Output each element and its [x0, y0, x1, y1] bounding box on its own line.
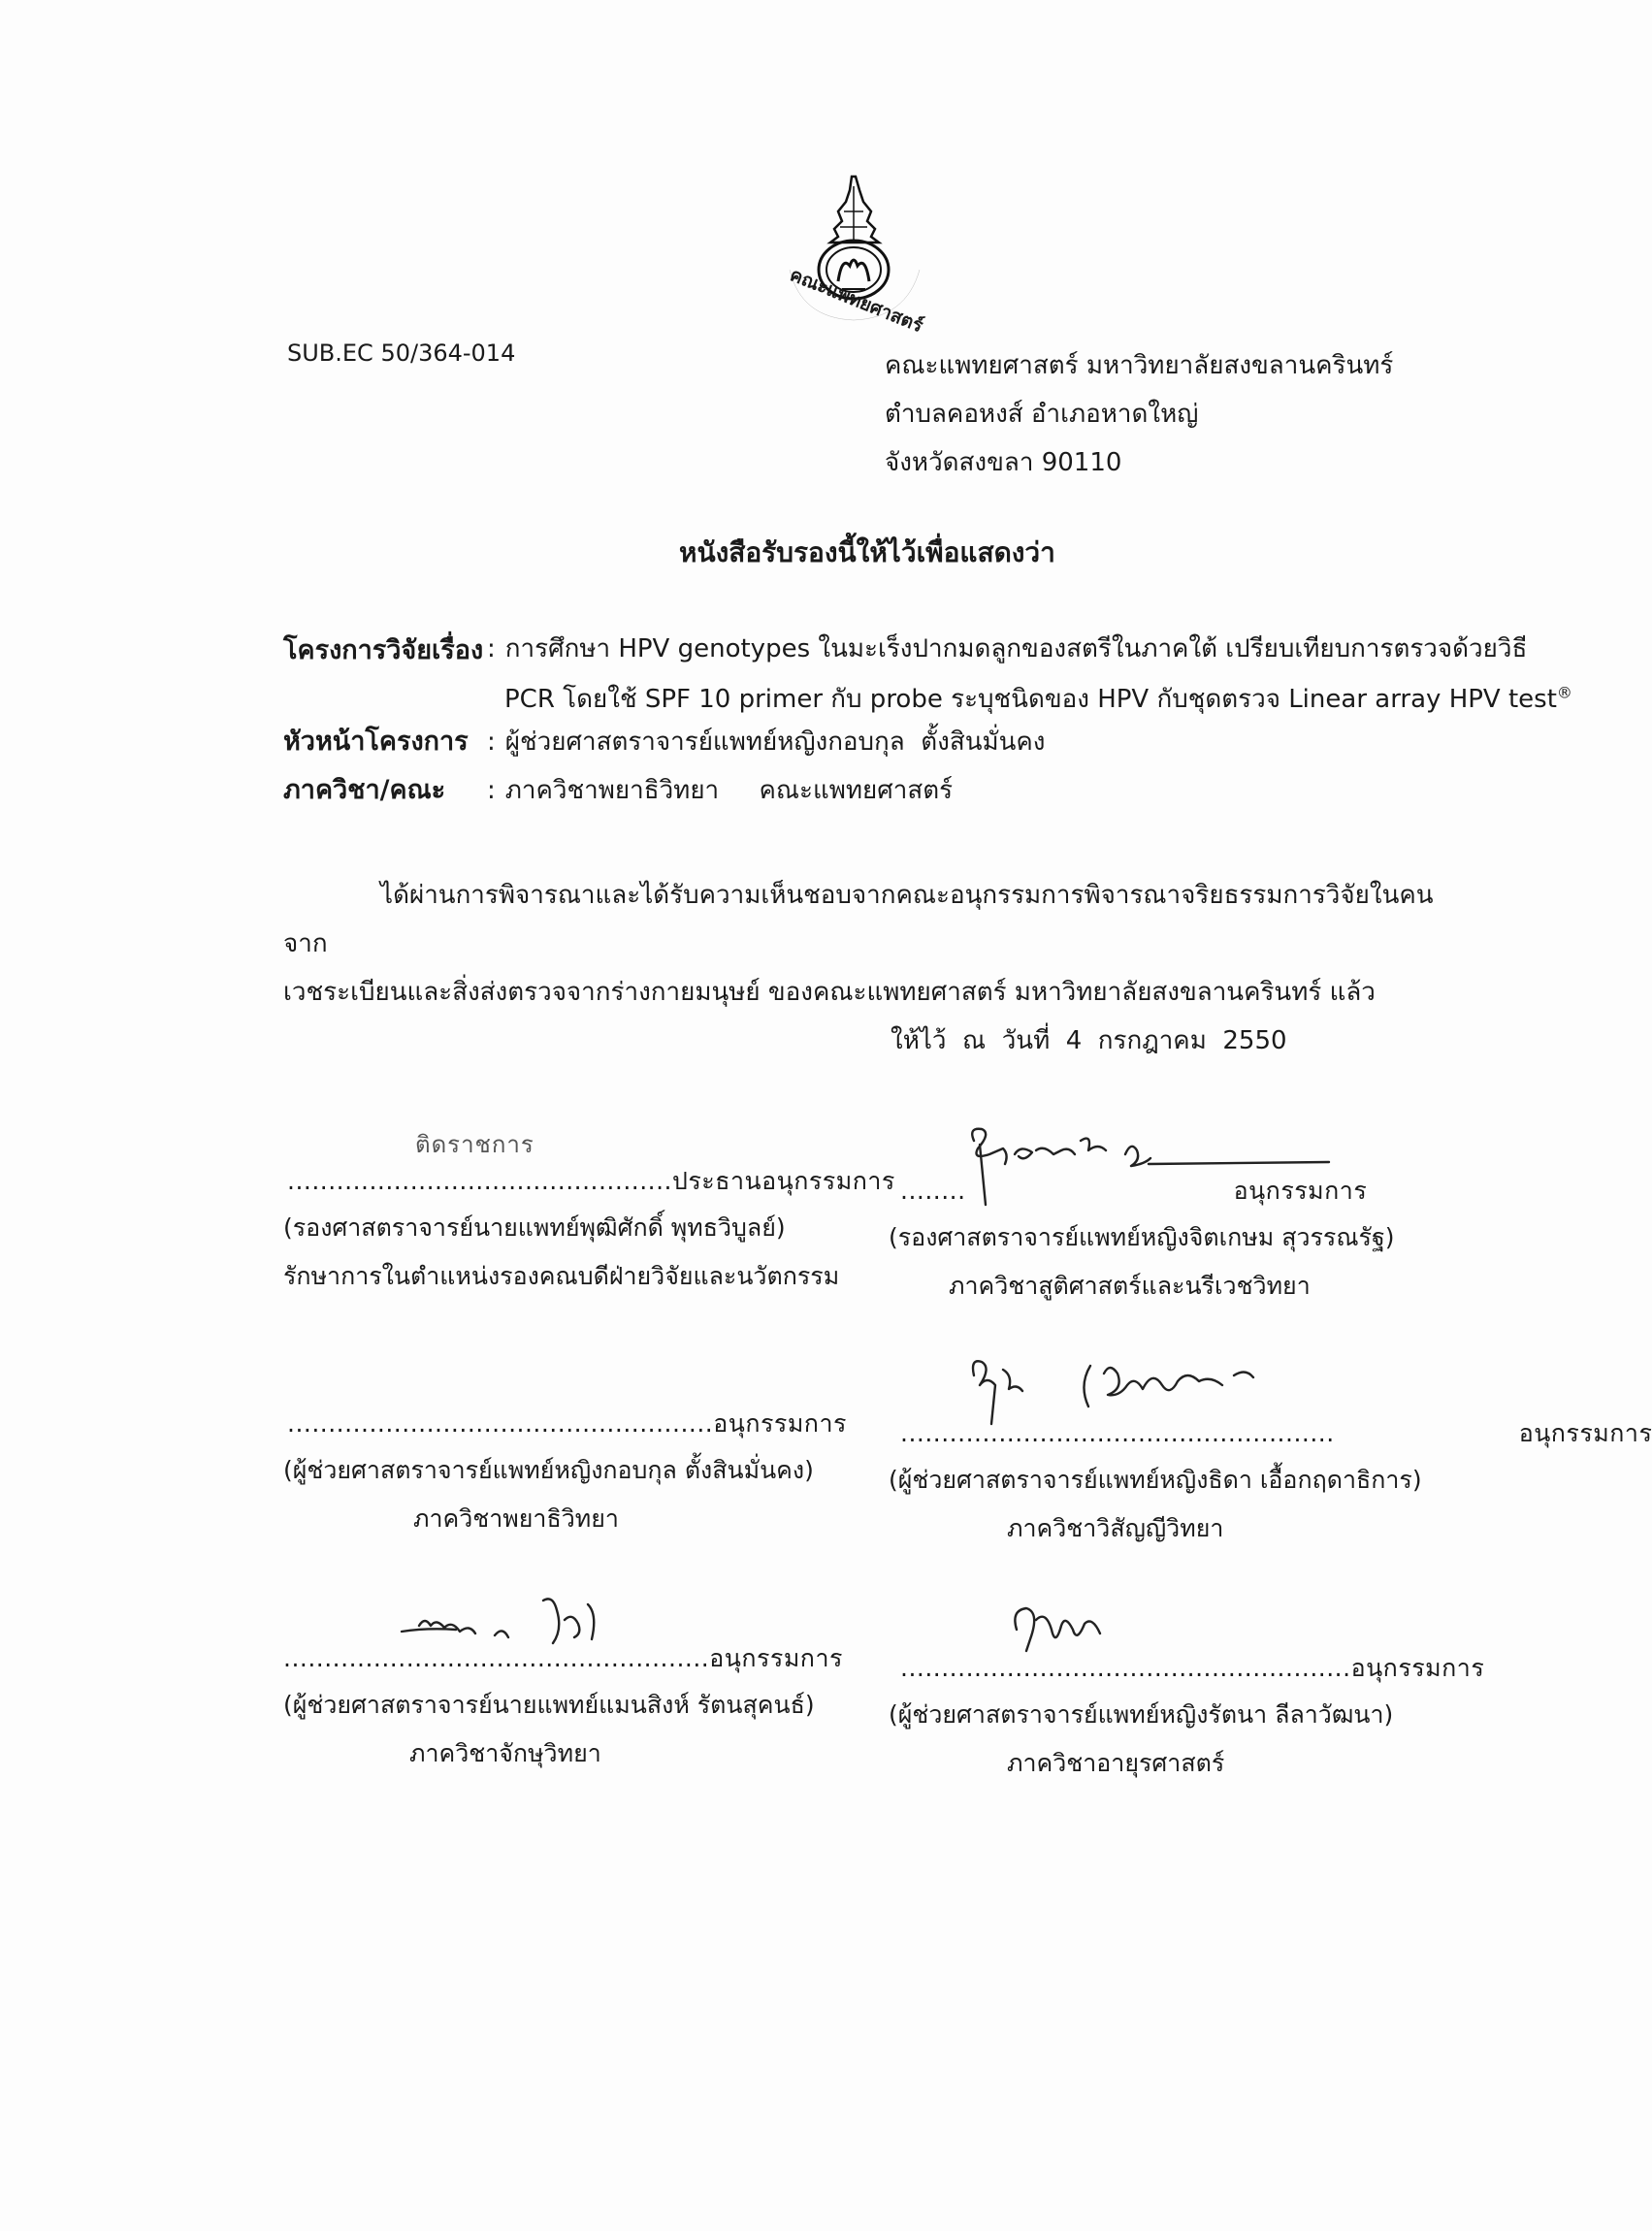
- signature-role: อนุกรรมการ: [1350, 1654, 1485, 1682]
- signature-dots: ........: [900, 1177, 966, 1205]
- project-head-value: [487, 722, 1045, 761]
- address-line: คณะแพทยศาสตร์ มหาวิทยาลัยสงขลานครินทร์: [885, 351, 1394, 380]
- signatory-position: ภาควิชาจักษุวิทยา: [409, 1739, 601, 1767]
- signatory-position: ภาควิชาอายุรศาสตร์: [1007, 1749, 1225, 1777]
- seal-caption: คณะแพทยศาสตร์: [787, 264, 926, 338]
- signature-role: อนุกรรมการ: [713, 1409, 847, 1438]
- signature-role: ประธานอนุกรรมการ: [672, 1167, 895, 1195]
- signature-line: [900, 1649, 1484, 1688]
- signatory-name: (รองศาสตราจารย์แพทย์หญิงจิตเกษม สุวรรณรัฐ): [889, 1223, 1395, 1251]
- signatory-name: (ผู้ช่วยศาสตราจารย์แพทย์หญิงกอบกุล ตั้งสินมั่นคง): [283, 1456, 814, 1484]
- paragraph-text: ได้ผ่านการพิจารณาและได้รับความเห็นชอบจากคณะอนุกรรมการพิจารณาจริยธรรมการวิจัยในคนจาก: [283, 881, 1434, 958]
- paragraph-line: [283, 871, 1447, 968]
- signature-dots: ...............................................: [287, 1167, 672, 1195]
- reference-number: SUB.EC 50/364-014: [287, 340, 516, 367]
- signatory-name: (รองศาสตราจารย์นายแพทย์พุฒิศักดิ์ พุทธวิบูลย์): [283, 1213, 786, 1242]
- project-title-text-2: PCR โดยใช้ SPF 10 primer กับ probe ระบุชนิดของ HPV กับชุดตรวจ Linear array HPV test: [504, 685, 1557, 714]
- signature-line: [283, 1639, 843, 1678]
- colon: :: [487, 634, 496, 663]
- department-label: ภาควิชา/คณะ: [283, 775, 446, 805]
- project-head-name: ผู้ช่วยศาสตราจารย์แพทย์หญิงกอบกุล ตั้งสินมั่นคง: [504, 728, 1046, 757]
- signature-dots: .....................................................: [900, 1419, 1335, 1447]
- registered-mark: ®: [1556, 683, 1572, 702]
- signature-dots: ....................................................: [283, 1644, 710, 1672]
- issue-date: ให้ไว้ ณ วันที่ 4 กรกฎาคม 2550: [891, 1026, 1287, 1055]
- signatory-position: รักษาการในตำแหน่งรองคณบดีฝ่ายวิจัยและนวัตกรรม: [283, 1262, 840, 1290]
- signature-line: [287, 1162, 895, 1201]
- signature-dots: ....................................................: [287, 1409, 714, 1438]
- signature-line: [900, 1172, 1367, 1211]
- signature-role: อนุกรรมการ: [1233, 1177, 1368, 1205]
- signature-dots: .......................................................: [900, 1654, 1351, 1682]
- signatory-position: ภาควิชาสูติศาสตร์และนรีเวชวิทยา: [949, 1272, 1311, 1300]
- project-title-line-2: [504, 679, 1572, 719]
- signature-line: [287, 1405, 847, 1443]
- department-name: ภาควิชาพยาธิวิทยา คณะแพทยศาสตร์: [504, 776, 954, 805]
- project-title-label: โครงการวิจัยเรื่อง: [283, 635, 484, 665]
- signature-line: [900, 1414, 1652, 1453]
- colon: :: [487, 776, 496, 805]
- faculty-address: [885, 341, 1393, 487]
- project-title-text-1: การศึกษา HPV genotypes ในมะเร็งปากมดลูกของสตรีในภาคใต้ เปรียบเทียบการตรวจด้วยวิธี: [504, 634, 1528, 663]
- certificate-title: หนังสือรับรองนี้ให้ไว้เพื่อแสดงว่า: [679, 536, 1055, 568]
- signatory-name: (ผู้ช่วยศาสตราจารย์แพทย์หญิงรัตนา ลีลาวัฒนา): [889, 1700, 1394, 1729]
- colon: :: [487, 728, 496, 757]
- signatory-position: ภาควิชาพยาธิวิทยา: [413, 1504, 619, 1533]
- project-title-line-1: [487, 629, 1527, 668]
- signature-note: ติดราชการ: [415, 1131, 534, 1158]
- paragraph-line: เวชระเบียนและสิ่งส่งตรวจจากร่างกายมนุษย์ ของคณะแพทยศาสตร์ มหาวิทยาลัยสงขลานครินทร์ แล้ว: [283, 978, 1376, 1007]
- signature-role: อนุกรรมการ: [1518, 1419, 1652, 1447]
- department-value: [487, 770, 953, 810]
- address-line: จังหวัดสงขลา 90110: [885, 448, 1122, 477]
- signatory-position: ภาควิชาวิสัญญีวิทยา: [1007, 1514, 1224, 1542]
- project-head-label: หัวหน้าโครงการ: [283, 727, 469, 757]
- address-line: ตำบลคอหงส์ อำเภอหาดใหญ่: [885, 400, 1199, 429]
- signatory-name: (ผู้ช่วยศาสตราจารย์นายแพทย์แมนสิงห์ รัตนสุคนธ์): [283, 1691, 815, 1719]
- signatory-name: (ผู้ช่วยศาสตราจารย์แพทย์หญิงธิดา เอื้อกฤดาธิการ): [889, 1466, 1422, 1494]
- approval-paragraph: [283, 871, 1447, 1017]
- faculty-seal: [782, 173, 927, 338]
- signature-role: อนุกรรมการ: [709, 1644, 843, 1672]
